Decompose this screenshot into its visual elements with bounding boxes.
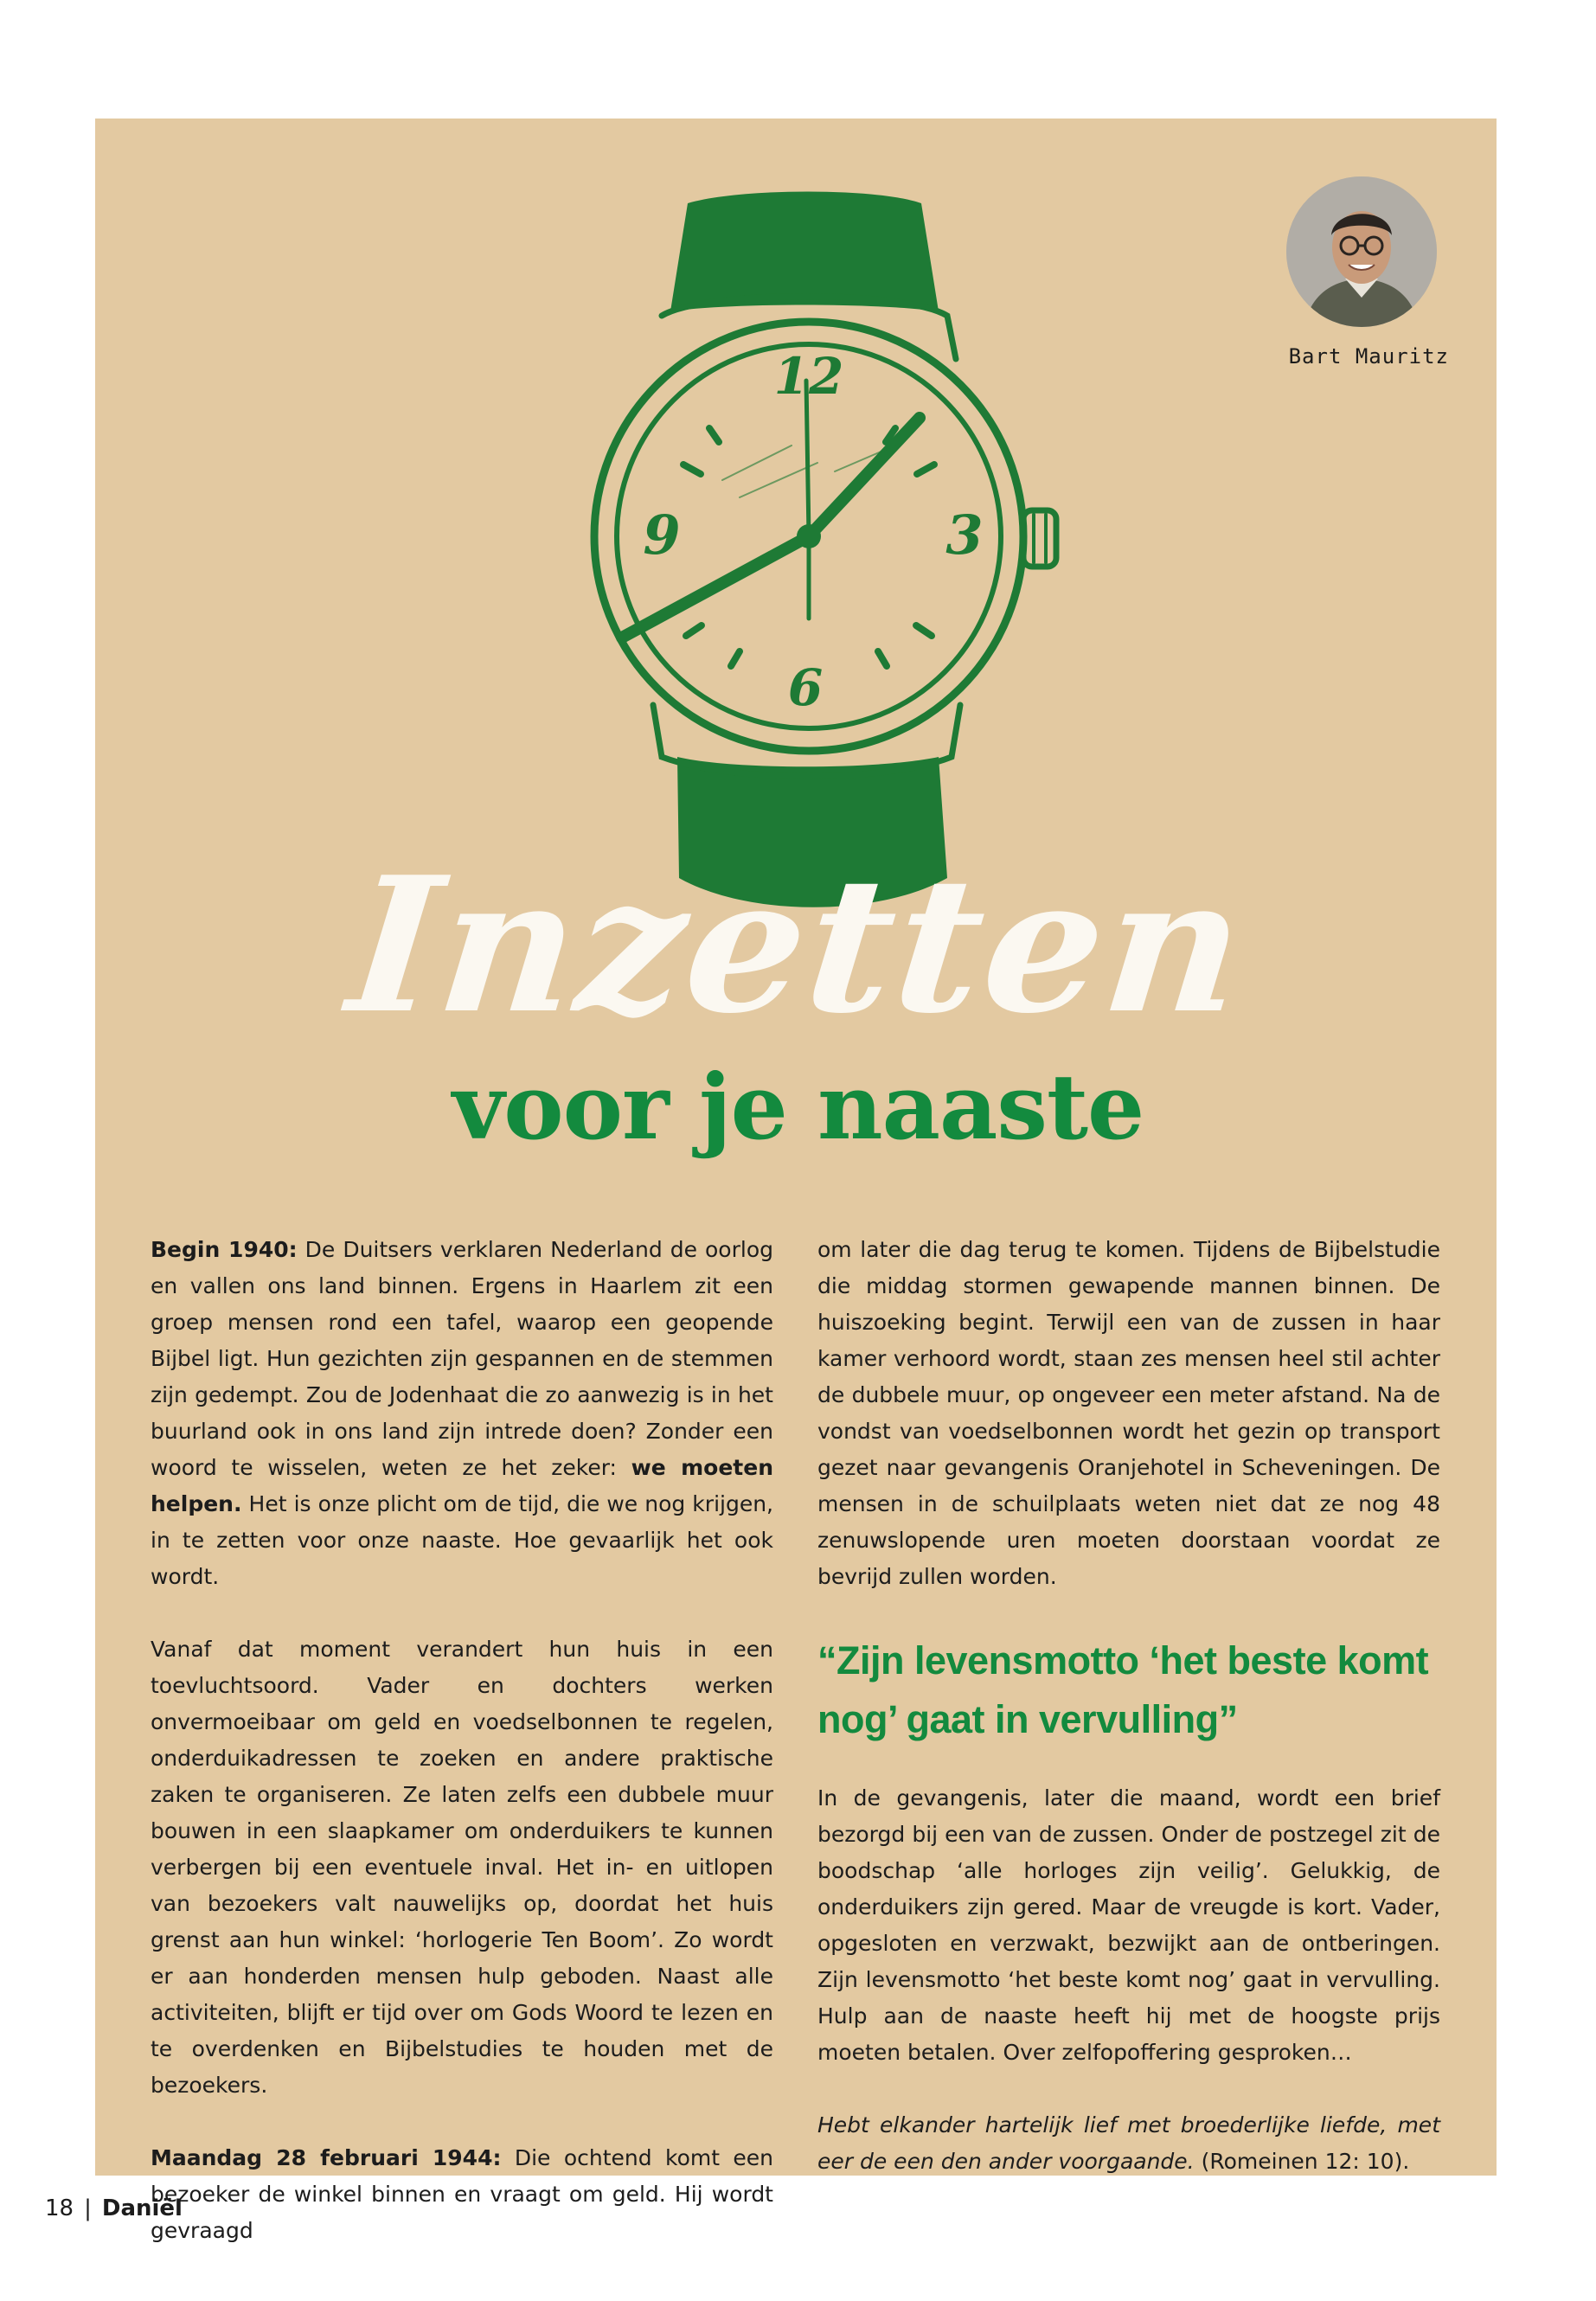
headline-sub: voor je naaste: [452, 1054, 1144, 1160]
left-column: [151, 1232, 773, 2249]
paragraph: om later die dag terug te komen. Tijdens de Bijbelstudie die middag stormen gewapende mannen binnen. De huiszoeking begint. Terwijl een van de zussen in haar kamer verhoord wordt, staan zes mensen heel stil achter de dubbele muur, op ongeveer een meter afstand. Na de vondst van voedselbonnen wordt het gezin op transport gezet naar gevangenis Oranjehotel in Scheveningen. De mensen in de schuilplaats weten niet dat ze nog 48 zenuwslopende uren moeten doorstaan voordat ze bevrijd zullen worden.: [817, 1237, 1440, 1589]
paragraph-text: De Duitsers verklaren Nederland de oorlog en vallen ons land binnen. Ergens in Haarlem zit een groep mensen rond een tafel, waarop een geopende Bijbel ligt. Hun gezichten zijn gespannen en de stemmen zijn gedempt. Zou de Jodenhaat die zo aanwezig is in het buurland ook in ons land zijn intrede doen? Zonder een woord te wisselen, weten ze het zeker:: [151, 1237, 773, 1480]
wristwatch-icon: [532, 186, 1068, 930]
verse-text: Hebt elkander hartelijk lief met broederlijke liefde, met eer de een den ander voorgaande.: [817, 2112, 1440, 2174]
paragraph-lead: Begin 1940:: [151, 1237, 298, 1262]
paragraph-text: Het is onze plicht om de tijd, die we nog krijgen, in te zetten voor onze naaste. Hoe gevaarlijk het ook wordt.: [151, 1491, 773, 1589]
headline-main: Inzetten: [340, 836, 1256, 1054]
page-footer: [45, 2195, 183, 2221]
paragraph: [151, 2140, 773, 2249]
page-number: 18: [45, 2195, 74, 2221]
watch-numeral-12: 12: [773, 347, 844, 406]
paragraph: [151, 1631, 773, 2104]
footer-separator: |: [84, 2195, 92, 2221]
verse-reference: (Romeinen 12: 10).: [1194, 2149, 1410, 2174]
watch-numeral-3: 3: [945, 503, 984, 567]
author-photo: [1286, 176, 1437, 327]
author-name: Bart Mauritz: [1288, 344, 1449, 369]
paragraph-text: Die ochtend komt een bezoeker de winkel binnen en vraagt om geld. Hij wordt gevraagd: [151, 2145, 773, 2243]
paragraph: In de gevangenis, later die maand, wordt een brief bezorgd bij een van de zussen. Onder de postzegel zit de boodschap ‘alle horloges zijn veilig’. Gelukkig, de onderduikers zijn gered. Maar de vreugde is kort. Vader, opgesloten en verzwakt, bezwijkt aan de ontberingen. Zijn levensmotto ‘het beste komt nog’ gaat in vervulling. Hulp aan de naaste heeft hij met de hoogste prijs moeten betalen. Over zelfopoffering gesproken…: [817, 1785, 1440, 2065]
paragraph-emphasis: we moeten helpen.: [151, 1455, 773, 1516]
avatar-icon: [1286, 176, 1437, 327]
bible-verse: [817, 2107, 1440, 2180]
magazine-name: Daniël: [101, 2195, 183, 2221]
paragraph: [151, 1232, 773, 1595]
paragraph-lead: Maandag 28 februari 1944:: [151, 2145, 502, 2170]
watch-numeral-9: 9: [643, 503, 681, 567]
pull-quote: “Zijn levensmotto ‘het beste komt nog’ gaat in vervulling”: [817, 1638, 1429, 1741]
right-column: [817, 1232, 1440, 2180]
watch-numeral-6: 6: [787, 658, 824, 717]
paragraph-text: Vanaf dat moment verandert hun huis in een toevluchtsoord. Vader en dochters werken onvermoeibaar om geld en voedselbonnen te regelen, onderduikadressen te zoeken en andere praktische zaken te organiseren. Ze laten zelfs een dubbele muur bouwen in een slaapkamer om onderduikers te kunnen verbergen bij een eventuele inval. Het in- en uitlopen van bezoekers valt nauwelijks op, doordat het huis grenst aan hun winkel: ‘horlogerie Ten Boom’. Zo wordt er aan honderden mensen hulp geboden. Naast alle activiteiten, blijft er tijd over om Gods Woord te lezen en te overdenken en Bijbelstudies te houden met de bezoekers.: [151, 1637, 773, 2098]
